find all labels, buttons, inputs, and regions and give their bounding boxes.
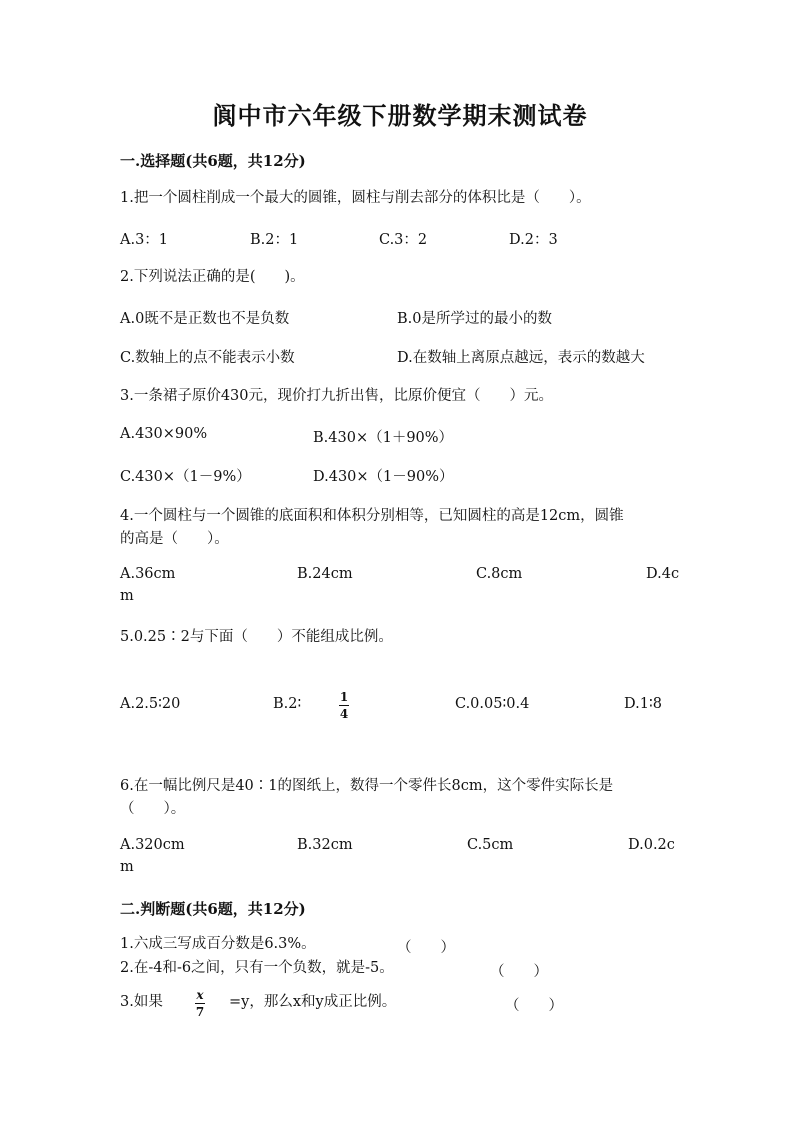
judge-q2-answer-paren: （ ） (490, 964, 548, 980)
fraction-bar (195, 1003, 205, 1004)
question-2: 2.下列说法正确的是( )。 (120, 269, 305, 285)
section-heading-choice: 一.选择题(共6题，共12分) (120, 152, 306, 170)
question-5: 5.0.25∶2与下面（ ）不能组成比例。 (120, 629, 393, 645)
judge-question-2: 2.在-4和-6之间，只有一个负数，就是-5。 (120, 960, 394, 976)
q3-option-a: A.430×90% (120, 426, 208, 442)
judge-q3-fraction (195, 988, 205, 1019)
q1-option-c: C.3：2 (379, 232, 428, 248)
q6-option-d-wrap: m (120, 859, 134, 875)
q5-option-b: B.2∶ (273, 696, 302, 712)
q3-option-d: D.430×（1－90%） (313, 469, 454, 485)
fraction-numerator: 1 (339, 690, 349, 704)
q5-option-a: A.2.5∶20 (120, 696, 181, 712)
q3-option-c: C.430×（1－9%） (120, 469, 251, 485)
question-4-line2: 的高是（ ）。 (120, 531, 229, 547)
q5-option-d: D.1∶8 (624, 696, 662, 712)
q1-option-a: A.3：1 (120, 232, 169, 248)
judge-q3-answer-paren: （ ） (505, 998, 563, 1014)
judge-question-3-prefix: 3.如果 (120, 994, 163, 1010)
question-1: 1.把一个圆柱削成一个最大的圆锥，圆柱与削去部分的体积比是（ ）。 (120, 190, 591, 206)
judge-question-1: 1.六成三写成百分数是6.3%。 (120, 936, 316, 952)
question-4-line1: 4.一个圆柱与一个圆锥的底面积和体积分别相等，已知圆柱的高是12cm，圆锥 (120, 508, 624, 524)
q4-option-d-wrap: m (120, 588, 134, 604)
q1-option-b: B.2：1 (250, 232, 299, 248)
section-heading-judgement: 二.判断题(共6题，共12分) (120, 900, 306, 918)
fraction-denominator: 7 (195, 1005, 205, 1019)
question-3: 3.一条裙子原价430元，现价打九折出售，比原价便宜（ ）元。 (120, 388, 554, 404)
page-title: 阆中市六年级下册数学期末测试卷 (212, 101, 588, 130)
q2-option-c: C.数轴上的点不能表示小数 (120, 350, 295, 366)
q4-option-a: A.36cm (120, 566, 176, 582)
q4-option-b: B.24cm (297, 566, 353, 582)
q3-option-b: B.430×（1＋90%） (313, 430, 454, 446)
question-6-line1: 6.在一幅比例尺是40∶1的图纸上，数得一个零件长8cm，这个零件实际长是 (120, 778, 614, 794)
fraction-denominator: 4 (339, 707, 349, 721)
fraction-bar (339, 705, 349, 706)
q2-option-d: D.在数轴上离原点越远，表示的数越大 (397, 350, 645, 366)
q6-option-d: D.0.2c (628, 837, 675, 853)
q2-option-b: B.0是所学过的最小的数 (397, 311, 552, 327)
q2-option-a: A.0既不是正数也不是负数 (120, 311, 290, 327)
q4-option-d: D.4c (646, 566, 680, 582)
q1-option-d: D.2：3 (509, 232, 558, 248)
q5-option-b-fraction (339, 690, 349, 721)
judge-question-3-suffix: =y，那么x和y成正比例。 (229, 994, 397, 1010)
q6-option-c: C.5cm (467, 837, 514, 853)
judge-q1-answer-paren: （ ） (397, 940, 455, 956)
q4-option-c: C.8cm (476, 566, 523, 582)
q6-option-a: A.320cm (120, 837, 185, 853)
fraction-numerator: x (196, 988, 204, 1002)
q6-option-b: B.32cm (297, 837, 353, 853)
q5-option-c: C.0.05∶0.4 (455, 696, 530, 712)
question-6-line2: （ ）。 (120, 801, 186, 817)
